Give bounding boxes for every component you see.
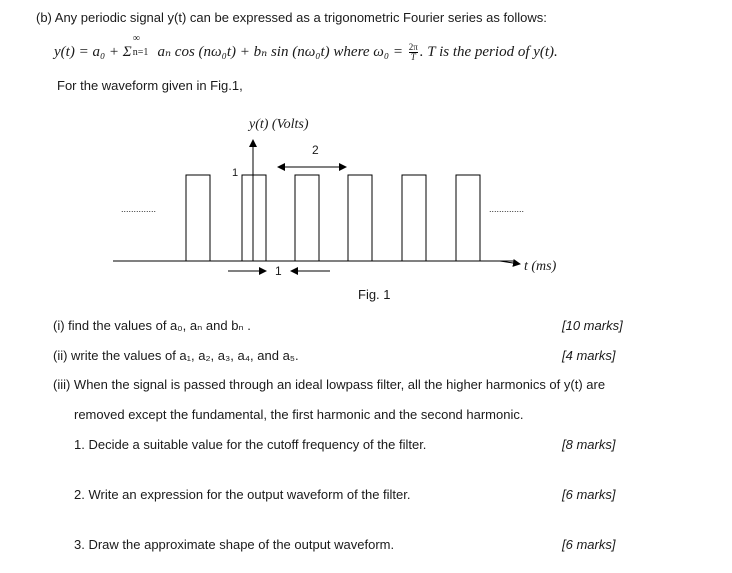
intro-text: (b) Any periodic signal y(t) can be expressed as a trigonometric Fourier series as follows: <box>36 10 547 25</box>
sum-upper-limit: ∞ <box>132 33 140 44</box>
amplitude-label: 1 <box>232 167 239 179</box>
question-ii: (ii) write the values of a₁, a₂, a₃, a₄, and a₅. <box>53 348 299 363</box>
waveform-intro: For the waveform given in Fig.1, <box>57 78 243 93</box>
omega-fraction-numerator: 2π <box>408 42 418 53</box>
question-iii-3-marks: [6 marks] <box>562 537 616 552</box>
y-axis-label: y(t) (Volts) <box>249 117 309 132</box>
pulse-2 <box>242 175 266 261</box>
equation-body: aₙ cos (nω₀t) + bₙ sin (nω₀t) where ω₀ = <box>157 44 403 60</box>
question-iii-cont: removed except the fundamental, the first harmonic and the second harmonic. <box>74 407 524 422</box>
question-i-marks: [10 marks] <box>562 318 623 333</box>
left-continuation-dots: .............. <box>121 204 157 214</box>
question-iii-1: 1. Decide a suitable value for the cutoff frequency of the filter. <box>74 437 427 452</box>
right-continuation-dots: .............. <box>489 204 525 214</box>
period-label: 2 <box>312 143 319 157</box>
equation-lhs: y(t) = a₀ + Σ <box>54 44 132 60</box>
figure-caption: Fig. 1 <box>358 287 391 302</box>
question-iii-2: 2. Write an expression for the output waveform of the filter. <box>74 487 411 502</box>
question-iii-3: 3. Draw the approximate shape of the output waveform. <box>74 537 395 552</box>
equation-tail: . T is the period of y(t). <box>419 44 558 60</box>
pulse-1 <box>186 175 210 261</box>
omega-fraction-denominator: T <box>410 52 416 63</box>
pulse-6 <box>456 175 480 261</box>
question-ii-marks: [4 marks] <box>562 348 616 363</box>
time-axis-label: t (ms) <box>524 259 557 274</box>
question-i: (i) find the values of a₀, aₙ and bₙ . <box>53 318 251 333</box>
pulse-3 <box>295 175 319 261</box>
question-iii-2-marks: [6 marks] <box>562 487 616 502</box>
pulse-width-label: 1 <box>275 264 282 278</box>
pulse-4 <box>348 175 372 261</box>
question-iii: (iii) When the signal is passed through an ideal lowpass filter, all the higher harmonics of y(t) are <box>53 377 606 392</box>
sum-lower-limit: n=1 <box>132 47 149 58</box>
question-iii-1-marks: [8 marks] <box>562 437 616 452</box>
pulse-5 <box>402 175 426 261</box>
